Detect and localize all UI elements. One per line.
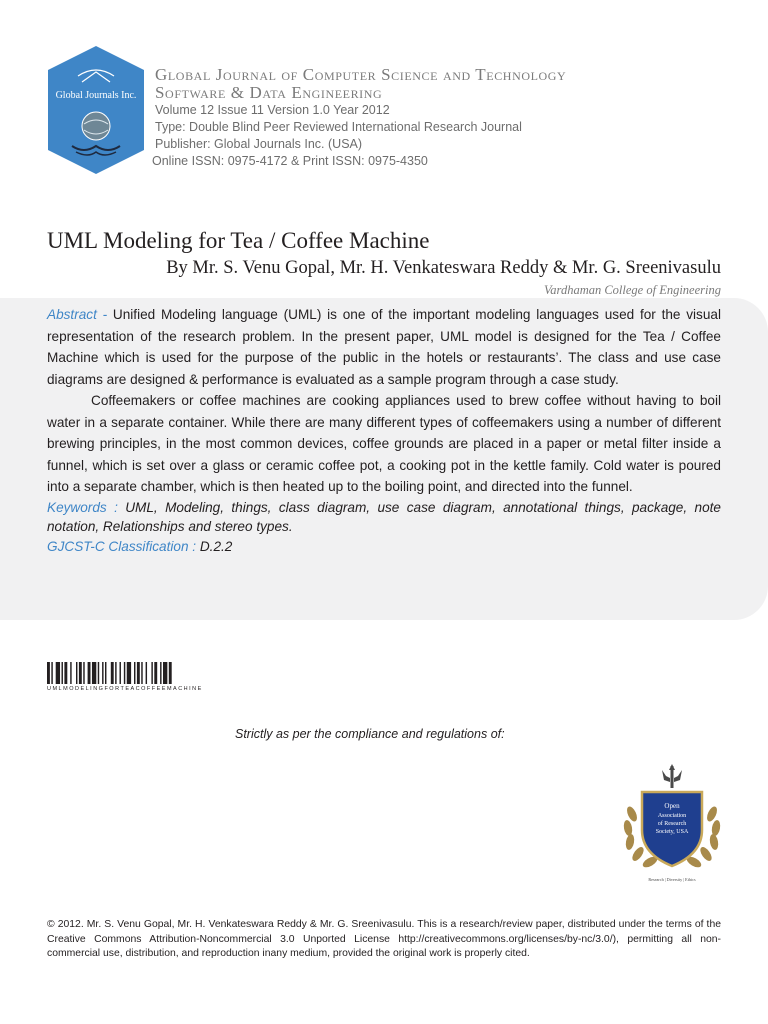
trident-icon [662, 764, 682, 788]
barcode-bar [47, 662, 50, 684]
barcode-bar [105, 662, 106, 684]
barcode-bar [92, 662, 96, 684]
paper-title: UML Modeling for Tea / Coffee Machine [47, 228, 430, 253]
barcode-bar [160, 662, 161, 684]
barcode-bar [62, 662, 63, 684]
barcode-bar [124, 662, 125, 684]
barcode-bar [111, 662, 114, 684]
open-association-seal [618, 764, 726, 884]
journal-issn: Online ISSN: 0975-4172 & Print ISSN: 0975-4350 [152, 154, 428, 168]
seal-line4: Society, USA [655, 829, 689, 835]
seal-line2: Association [657, 813, 687, 819]
seal-line3: of Research [657, 821, 687, 827]
abstract-label: Abstract - [47, 307, 108, 322]
keywords [47, 498, 721, 536]
barcode-bar [169, 662, 172, 684]
barcode-bar [151, 662, 152, 684]
barcode-text: UMLMODELINGFORTEACOFFEEMACHINE [47, 686, 203, 692]
barcode-bar [51, 662, 52, 684]
barcode-bar [70, 662, 71, 684]
barcode-bar [115, 662, 116, 684]
logo-text: Global Journals Inc. [55, 90, 137, 101]
barcode-bar [83, 662, 84, 684]
global-journals-logo [48, 46, 144, 174]
barcode-bar [102, 662, 103, 684]
classification [47, 536, 721, 558]
license-statement: © 2012. Mr. S. Venu Gopal, Mr. H. Venkateswara Reddy & Mr. G. Sreenivasulu. This is a research/review paper, distributed under the terms of the Creative Commons Attribution-Noncommercial 3.0 Unported License http://creativecommons.org/licenses/by-nc/3.0/), permitting all non-commercial use, distribution, and reproduction inany medium, provided the original work is properly cited. [47, 919, 721, 959]
barcode-bar [98, 662, 99, 684]
journal-title-line2: Software & Data Engineering [155, 83, 383, 102]
classification-code: D.2.2 [196, 538, 233, 554]
barcode-bar [154, 662, 157, 684]
journal-type: Type: Double Blind Peer Reviewed International Research Journal [155, 120, 522, 134]
barcode-bar [79, 662, 82, 684]
keywords-label: Keywords : [47, 499, 118, 515]
compliance-note: Strictly as per the compliance and regulations of: [235, 727, 505, 741]
barcode-bar [134, 662, 135, 684]
journal-publisher: Publisher: Global Journals Inc. (USA) [155, 137, 363, 151]
journal-volume: Volume 12 Issue 11 Version 1.0 Year 2012 [155, 103, 390, 117]
paper-affiliation: Vardhaman College of Engineering [544, 283, 721, 297]
abstract-text-1: Unified Modeling language (UML) is one of the important modeling languages used for the visual representation of the research problem. In the present paper, UML model is designed for the Tea / Coffee Machine which is used for the purpose of the public in the hotels or restaurants’. The class and use case diagrams are designed & performance is evaluated as a sample program through a case study. [47, 307, 721, 387]
seal-line1: Open [664, 802, 680, 810]
keywords-text: UML, Modeling, things, class diagram, use case diagram, annotational things, package, note notation, Relationships and stereo types. [47, 499, 721, 534]
barcode-bar [56, 662, 60, 684]
barcode-bar [88, 662, 91, 684]
barcode-bar [76, 662, 77, 684]
barcode-bar [163, 662, 167, 684]
barcode-bar [146, 662, 147, 684]
seal-motto: Research | Diversity | Ethics [648, 877, 696, 882]
paper-authors: By Mr. S. Venu Gopal, Mr. H. Venkateswara Reddy & Mr. G. Sreenivasulu [166, 258, 721, 278]
abstract-paragraph-1 [47, 304, 721, 390]
barcode-bar [141, 662, 142, 684]
abstract-section [47, 304, 721, 557]
abstract-paragraph-2: Coffeemakers or coffee machines are cooking appliances used to brew coffee without having to boil water in a separate container. While there are many different types of coffeemakers using a number of different brewing principles, in the most common devices, coffee grounds are placed in a paper or metal filter inside a funnel, which is set over a glass or ceramic coffee pot, a cooking pot in the kettle family. Cold water is poured into a separate chamber, which is then heated up to the boiling point, and directed into the funnel. [47, 393, 721, 494]
barcode-bar [120, 662, 121, 684]
barcode-bar [127, 662, 131, 684]
barcode-bar [64, 662, 67, 684]
journal-title-line1: Global Journal of Computer Science and Technology [155, 65, 567, 84]
classification-label: GJCST-C Classification : [47, 538, 197, 554]
barcode-bar [137, 662, 140, 684]
journal-header [152, 65, 755, 170]
